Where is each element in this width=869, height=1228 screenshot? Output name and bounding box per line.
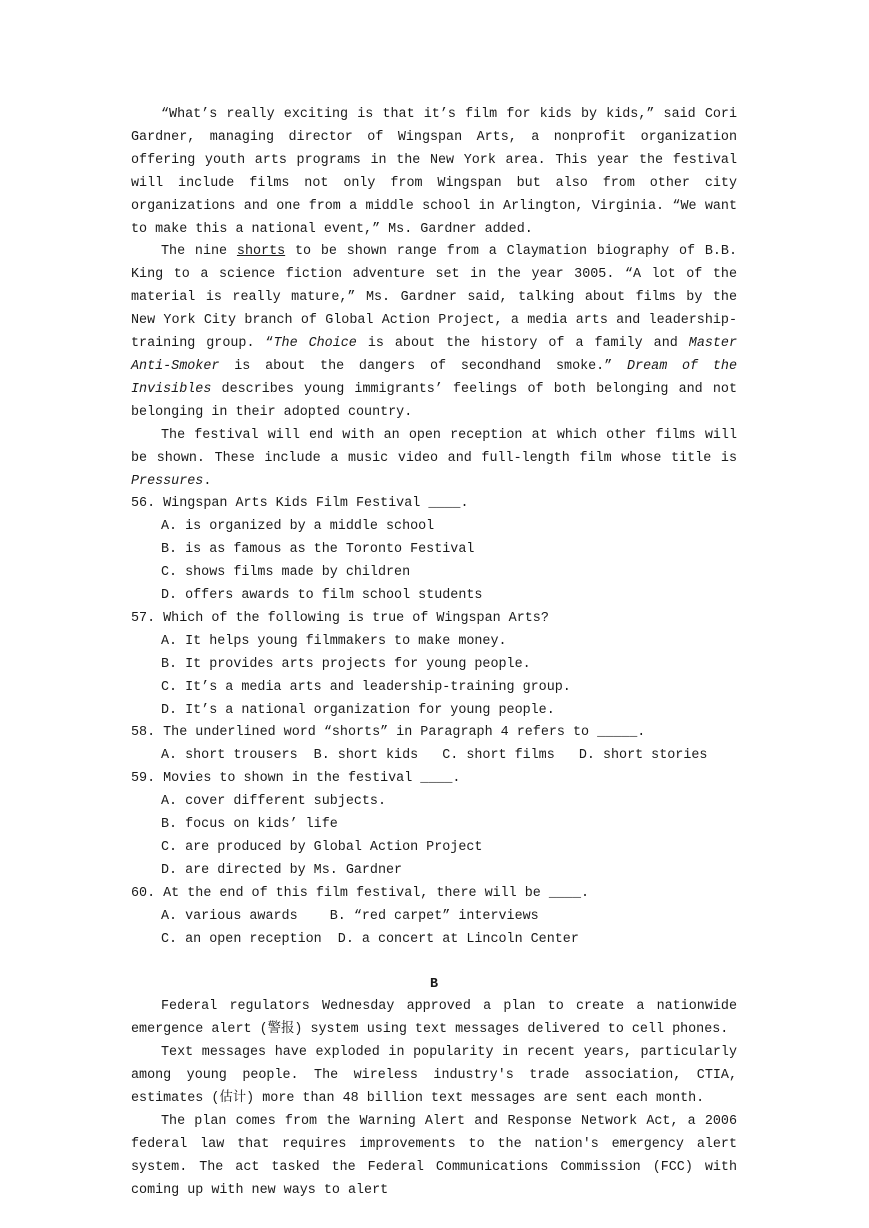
question-stem: 59. Movies to shown in the festival ____. — [131, 771, 461, 787]
answer-option: B. focus on kids’ life — [161, 817, 338, 833]
answer-option: D. offers awards to film school students — [161, 588, 483, 604]
passage-b-paragraph-1: Federal regulators Wednesday approved a plan to create a nationwide emergence alert (警报) system using text messages delivered to cell phones. — [131, 999, 737, 1038]
film-title: Pressures — [131, 473, 204, 489]
question-58 — [131, 722, 737, 768]
text-span: is about the history of a family and — [356, 336, 689, 352]
text-span: is about the dangers of secondhand smoke.” — [219, 358, 628, 374]
answer-option: C. are produced by Global Action Project — [161, 840, 483, 855]
answer-option: B. It provides arts projects for young people. — [161, 656, 531, 672]
text-span: describes young immigrants’ feelings of both belonging and not belonging in their adopted country. — [131, 381, 737, 420]
answer-options-row: C. an open reception D. a concert at Lincoln Center — [161, 931, 579, 947]
text-span: The nine — [161, 244, 237, 260]
text-span: to be shown range from a Claymation biography of B.B. King to a science fiction adventure set in the year 3005. “A lot of the material is really mature,” Ms. Gardner said, talking about films by the New York City branch of Global Action Project, a media arts and leadership-training group. “ — [131, 244, 737, 352]
text-span: The festival will end with an open reception at which other films will be shown. These include a music video and full-length film whose title is — [131, 427, 737, 466]
answer-option: A. It helps young filmmakers to make money. — [161, 633, 507, 649]
underlined-word-shorts: shorts — [236, 244, 286, 260]
film-title: The Choice — [273, 336, 357, 352]
film-title: Master Anti-Smoker — [131, 336, 737, 374]
answer-option: B. is as famous as the Toronto Festival — [161, 542, 475, 558]
answer-option: C. shows films made by children — [161, 565, 411, 581]
question-stem: 60. At the end of this film festival, there will be ____. — [131, 885, 590, 901]
answer-option: A. is organized by a middle school — [161, 519, 435, 535]
answer-option: D. are directed by Ms. Gardner — [161, 862, 403, 878]
exam-page — [131, 104, 737, 1203]
passage-b-paragraph-3: The plan comes from the Warning Alert and Response Network Act, a 2006 federal law that requires improvements to the nation's emergency alert system. The act tasked the Federal Communications Commission (FCC) with coming up with new ways to alert — [131, 1113, 737, 1198]
answer-option: C. It’s a media arts and leadership-training group. — [161, 679, 571, 695]
question-stem: 58. The underlined word “shorts” in Paragraph 4 refers to _____. — [131, 725, 646, 741]
question-60 — [131, 883, 737, 952]
answer-option: D. It’s a national organization for young people. — [161, 702, 555, 718]
question-stem: 56. Wingspan Arts Kids Film Festival ____. — [131, 496, 469, 512]
question-59 — [131, 768, 737, 883]
passage-b-paragraph-2: Text messages have exploded in popularity in recent years, particularly among young people. The wireless industry's trade association, CTIA, estimates (估计) more than 48 billion text messages are sent each month. — [131, 1045, 737, 1107]
passage-a-paragraph-3 — [131, 425, 737, 494]
answer-options-row: A. various awards B. “red carpet” interviews — [161, 908, 539, 924]
answer-option: A. cover different subjects. — [161, 794, 386, 810]
question-stem: 57. Which of the following is true of Wingspan Arts? — [131, 610, 549, 626]
text-span: . — [203, 473, 212, 489]
passage-a-paragraph-2 — [131, 241, 737, 424]
passage-a-paragraph-1: “What’s really exciting is that it’s film for kids by kids,” said Cori Gardner, managing director of Wingspan Arts, a nonprofit organization offering youth arts programs in the New York area. This year the festival will include films not only from Wingspan but also from other city organizations and one from a middle school in Arlington, Virginia. “We want to make this a national event,” Ms. Gardner added. — [131, 107, 737, 237]
section-heading-b: B — [429, 976, 439, 992]
question-56 — [131, 493, 737, 608]
question-57 — [131, 608, 737, 723]
film-title: Dream of the Invisibles — [131, 358, 737, 397]
answer-options-row: A. short trousers B. short kids C. short films D. short stories — [161, 748, 708, 764]
